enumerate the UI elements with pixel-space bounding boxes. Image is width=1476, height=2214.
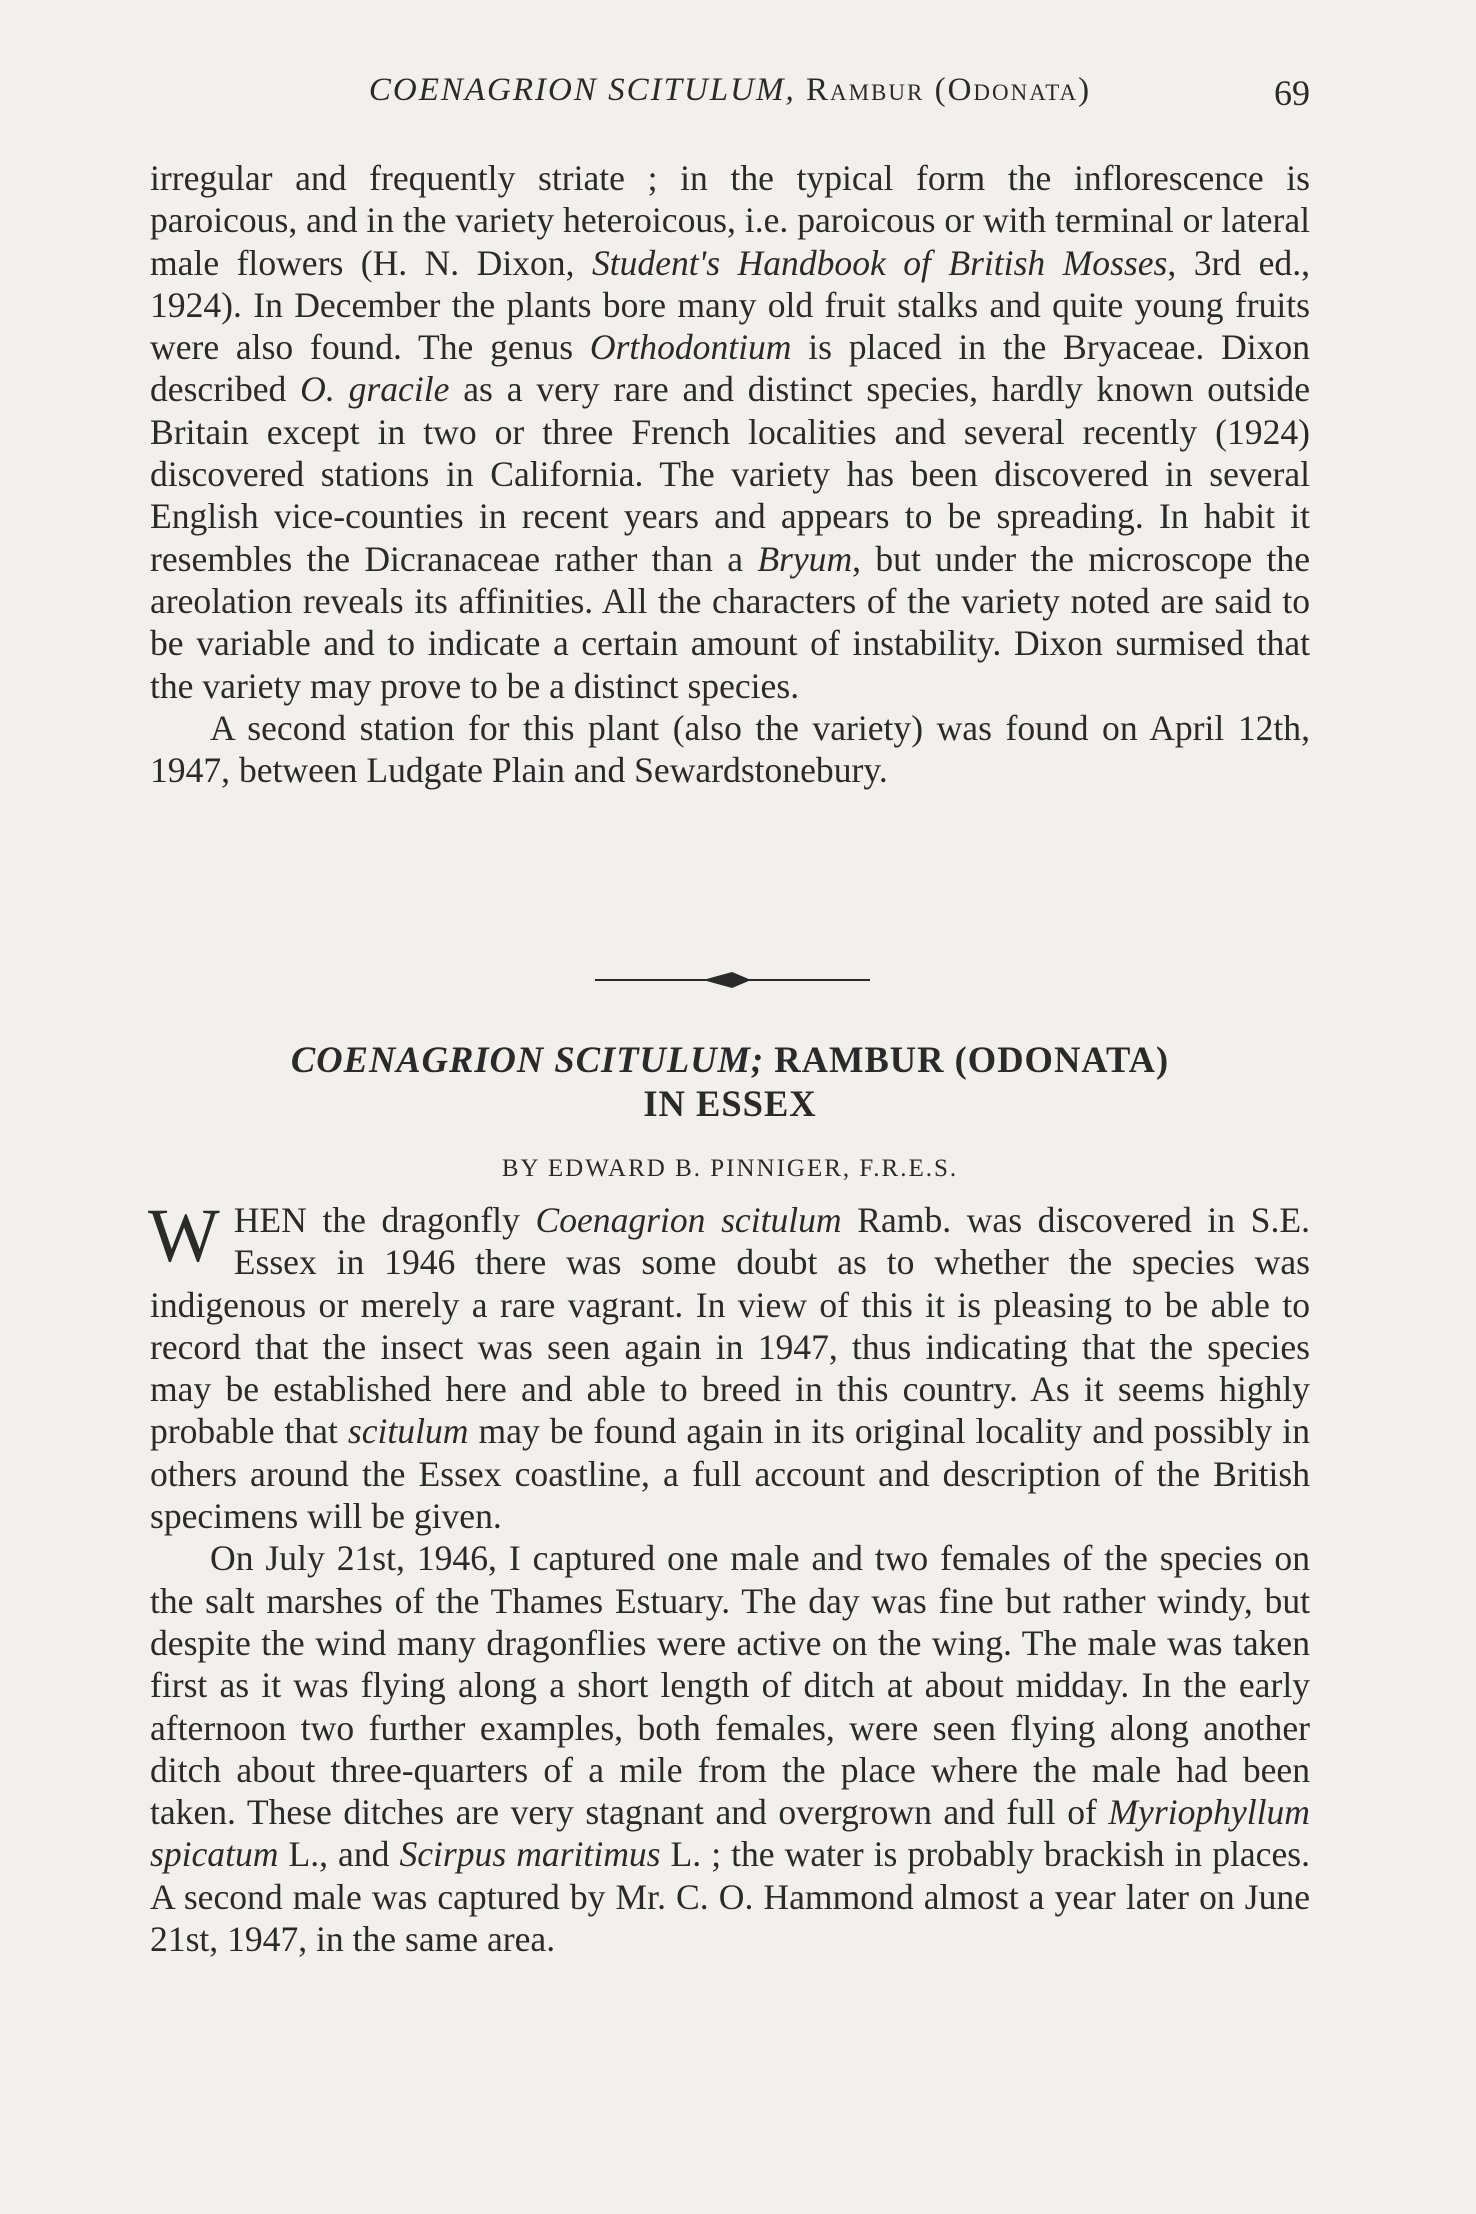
byline: BY EDWARD B. PINNIGER, F.R.E.S.	[501, 1155, 959, 1182]
paragraph	[148, 1194, 1310, 1537]
paragraph-text	[148, 1194, 1310, 1537]
paragraph: A second station for this plant (also the variety) was found on April 12th, 1947, between Ludgate Plain and Sewardstonebury.	[150, 707, 1310, 791]
drop-cap: W	[148, 1194, 220, 1278]
text-run: irregular and frequently striate ; in the typical form the inflorescence is paroicous, and in the variety heteroicous, i.e. paroicous or with terminal or lateral male flowers (H. N. Dixon,	[150, 158, 1310, 283]
italic-text: Scirpus maritimus	[399, 1834, 661, 1875]
italic-text: Bryum	[757, 538, 853, 579]
paragraph	[150, 1537, 1310, 1960]
text-run: Ramb. was discovered in S.E. Essex in 1946 there was some doubt as to whether the species was indigenous or merely a rare vagrant. In view of this it is pleasing to be able to record that the insect was seen again in 1947, thus indicating that the species may be established here and able to breed in this country. As it seems highly probable that	[150, 1200, 1310, 1452]
italic-text: Coenagrion scitulum	[535, 1200, 842, 1240]
italic-text: scitulum	[347, 1411, 469, 1452]
italic-text: Student's Handbook of British Mosses	[591, 242, 1168, 283]
article-body	[148, 1194, 1310, 1960]
text-run: HEN the dragonfly	[233, 1200, 536, 1240]
previous-article-continuation	[150, 157, 1310, 791]
text-run: , but under the microscope the areolation reveals its affinities. All the characters of the variety noted are said to be variable and to indicate a certain amount of instability. Dixon surmised that the variety may prove to be a distinct species.	[150, 538, 1310, 706]
page-number: 69	[1274, 73, 1310, 113]
text-run: L., and	[278, 1834, 400, 1875]
italic-text: Orthodontium	[589, 327, 792, 368]
running-head-title-rest: Rambur (Odonata)	[795, 72, 1092, 108]
article-title-rest: RAMBUR (ODONATA)	[764, 1039, 1170, 1080]
italic-text: Myriophyllum spicatum	[150, 1792, 1310, 1875]
running-head	[150, 72, 1310, 122]
running-head-title-italic: COENAGRION SCITULUM,	[368, 72, 796, 108]
text-run: is placed in the Bryaceae. Dixon described	[150, 327, 1310, 410]
article-title-italic: COENAGRION SCITULUM;	[290, 1039, 765, 1080]
italic-text: O. gracile	[300, 369, 450, 410]
text-run: On July 21st, 1946, I captured one male and two females of the species on the salt marshes of the Thames Estuary. The day was fine but rather windy, but despite the wind many dragonflies were active on the wing. The male was taken first as it was flying along a short length of ditch at about midday. In the early afternoon two further examples, both females, were seen flying along another ditch about three-quarters of a mile from the place where the male had been taken. These ditches are very stagnant and overgrown and full of	[150, 1538, 1310, 1833]
text-run: as a very rare and distinct species, hardly known outside Britain except in two or three French localities and several recently (1924) discovered stations in California. The variety has been discovered in several English vice-counties in recent years and appears to be spreading. In habit it resembles the Dicranaceae rather than a	[150, 369, 1311, 579]
article-title-line1	[150, 1038, 1310, 1082]
text-run: may be found again in its original locality and possibly in others around the Essex coastline, a full account and description of the British specimens will be given.	[150, 1411, 1310, 1537]
text-run: , 3rd ed., 1924). In December the plants bore many old fruit stalks and quite young fruits were also found. The genus	[150, 242, 1310, 368]
paragraph	[150, 157, 1310, 707]
text-run: L. ; the water is probably brackish in places. A second male was captured by Mr. C. O. Hammond almost a year later on June 21st, 1947, in the same area.	[150, 1834, 1310, 1960]
section-divider-ornament	[595, 968, 870, 992]
article-title-line2: IN ESSEX	[643, 1083, 817, 1124]
article-title	[150, 1038, 1310, 1126]
running-head-title	[150, 72, 1310, 109]
